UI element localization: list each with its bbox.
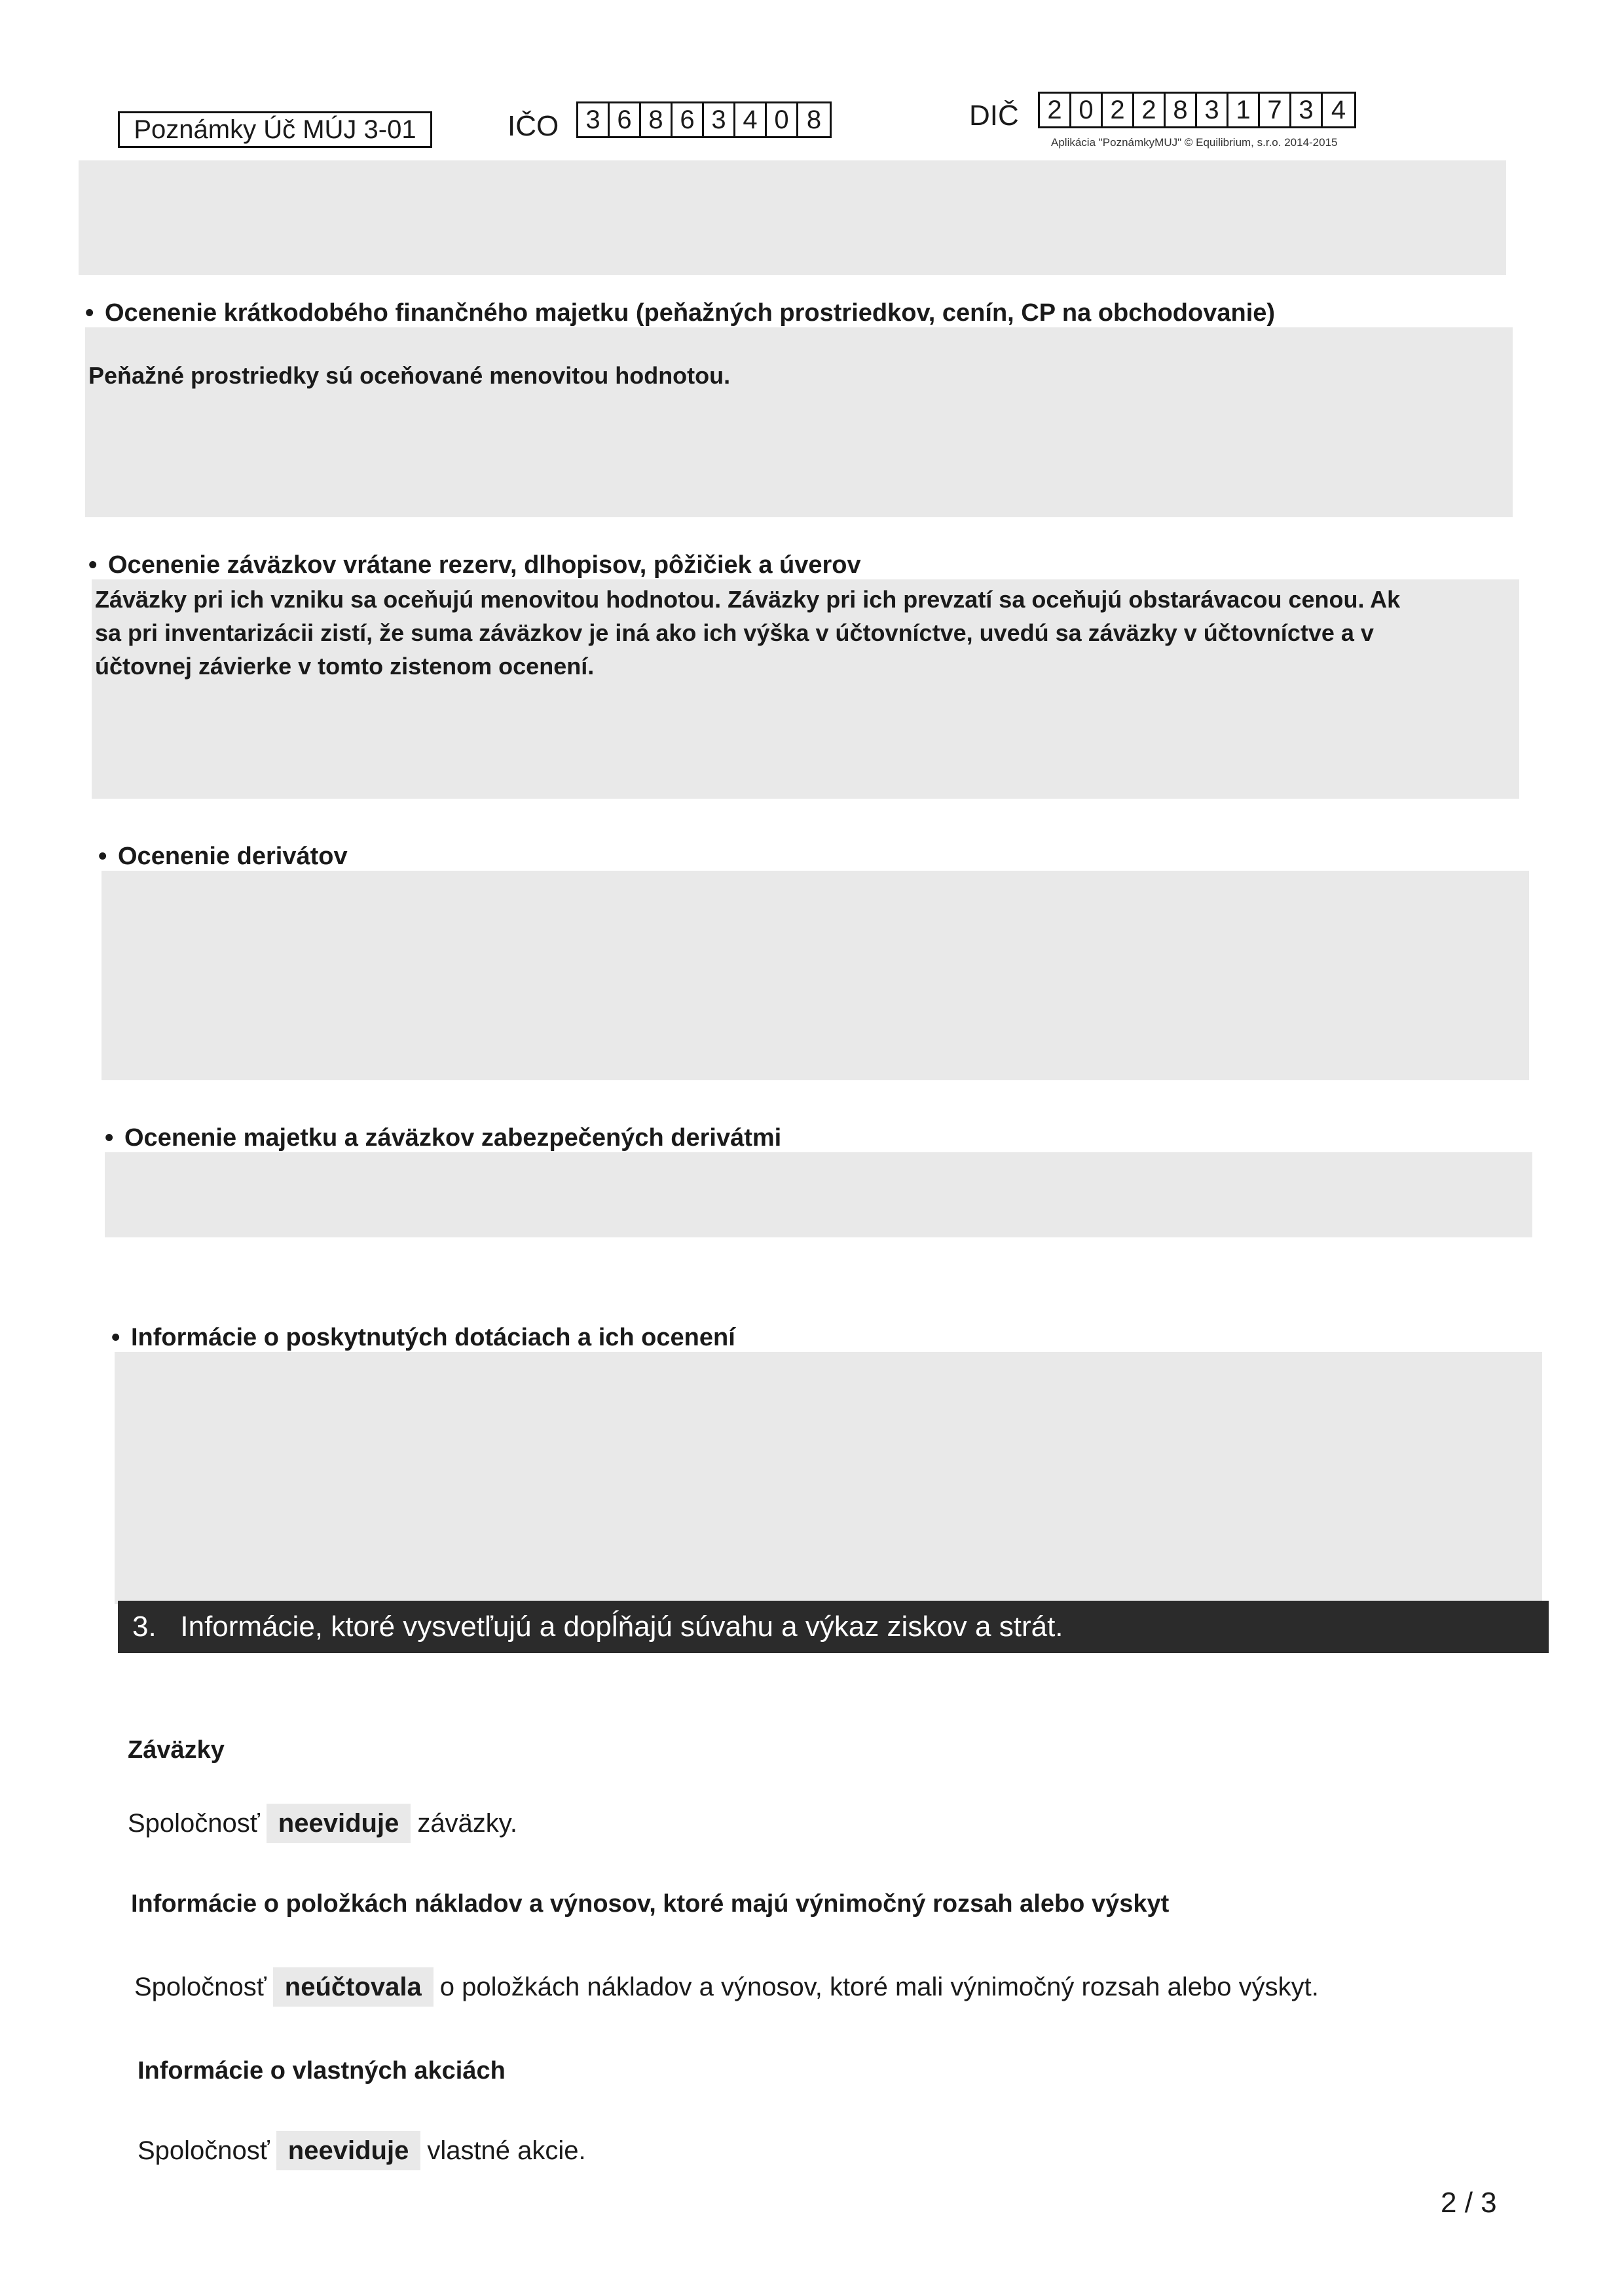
bullet-icon: •	[98, 843, 107, 870]
section-3-title: Informácie, ktoré vysvetľujú a dopĺňajú súvahu a výkaz ziskov a strát.	[180, 1611, 1063, 1643]
ico-digit: 8	[806, 105, 822, 134]
dic-label: DIČ	[969, 100, 1019, 132]
dic-digit: 0	[1071, 94, 1103, 126]
own-shares-suffix: vlastné akcie.	[427, 2136, 586, 2165]
subsidies-heading	[111, 1322, 735, 1353]
ico-digit: 6	[610, 103, 641, 136]
dic-digit-boxes	[1038, 92, 1356, 128]
liabilities-sentence	[128, 1804, 517, 1843]
own-shares-prefix: Spoločnosť	[138, 2136, 270, 2165]
exceptional-items-prefix: Spoločnosť	[134, 1973, 267, 2001]
exceptional-items-value: neúčtovala	[273, 1967, 434, 2007]
page-number: 2 / 3	[1441, 2187, 1497, 2219]
short-term-assets-heading	[85, 298, 1275, 328]
short-term-assets-field	[85, 327, 1513, 517]
section-3-number: 3.	[132, 1611, 157, 1643]
liabilities-valuation-content: Záväzky pri ich vzniku sa oceňujú menovitou hodnotou. Záväzky pri ich prevzatí sa oceňujú obstarávacou cenou. Ak sa pri inventarizácii zistí, že suma záväzkov je iná ako ich výška v účtovníctve, uvedú sa záväzky v účtovníctve a v účtovnej závierke v tomto zistenom ocenení.	[95, 586, 1401, 680]
ico-digit: 8	[641, 103, 673, 136]
bullet-icon: •	[105, 1124, 114, 1152]
dic-digit: 2	[1040, 94, 1071, 126]
hedged-assets-heading	[105, 1123, 781, 1153]
dic-digit: 7	[1260, 94, 1291, 126]
exceptional-items-suffix: o položkách nákladov a výnosov, ktoré mali výnimočný rozsah alebo výskyt.	[439, 1973, 1319, 2001]
dic-digit: 2	[1134, 94, 1166, 126]
dic-digit: 2	[1103, 94, 1134, 126]
bullet-icon: •	[111, 1324, 120, 1351]
note-field-empty	[79, 160, 1506, 275]
own-shares-subheading: Informácie o vlastných akciách	[138, 2057, 506, 2085]
bullet-icon: •	[85, 299, 94, 327]
bullet-icon: •	[88, 551, 98, 579]
own-shares-value: neeviduje	[276, 2131, 421, 2170]
own-shares-sentence	[138, 2131, 586, 2170]
ico-digit: 3	[704, 103, 735, 136]
short-term-assets-content: Peňažné prostriedky sú oceňované menovitou hodnotou.	[88, 362, 731, 389]
derivatives-heading	[98, 841, 348, 871]
liabilities-suffix: záväzky.	[417, 1809, 517, 1838]
subsidies-field	[115, 1352, 1542, 1604]
subsidies-heading-text: Informácie o poskytnutých dotáciach a ich ocenení	[131, 1324, 735, 1351]
ico-label: IČO	[507, 110, 559, 142]
section-3-bar	[118, 1601, 1549, 1653]
app-credit: Aplikácia "PoznámkyMUJ" © Equilibrium, s.r.o. 2014-2015	[1051, 136, 1338, 149]
liabilities-subheading: Záväzky	[128, 1736, 225, 1764]
liabilities-valuation-heading-text: Ocenenie záväzkov vrátane rezerv, dlhopisov, pôžičiek a úverov	[108, 551, 861, 579]
form-id-box: Poznámky Úč MÚJ 3-01	[118, 111, 432, 148]
dic-digit: 3	[1197, 94, 1228, 126]
ico-digit: 3	[578, 103, 610, 136]
dic-digit: 8	[1166, 94, 1197, 126]
ico-digit: 0	[767, 103, 798, 136]
hedged-assets-field	[105, 1152, 1532, 1237]
hedged-assets-heading-text: Ocenenie majetku a záväzkov zabezpečených derivátmi	[124, 1124, 782, 1152]
derivatives-heading-text: Ocenenie derivátov	[118, 843, 348, 870]
ico-digit: 4	[735, 103, 767, 136]
dic-digit: 3	[1291, 94, 1323, 126]
dic-digit: 1	[1228, 94, 1260, 126]
ico-digit: 6	[673, 103, 704, 136]
liabilities-value: neeviduje	[267, 1804, 411, 1843]
exceptional-items-sentence	[134, 1967, 1319, 2007]
ico-digit-boxes	[576, 101, 832, 138]
short-term-assets-heading-text: Ocenenie krátkodobého finančného majetku (peňažných prostriedkov, cenín, CP na obchodovanie)	[105, 299, 1276, 327]
liabilities-prefix: Spoločnosť	[128, 1809, 260, 1838]
liabilities-valuation-heading	[88, 550, 861, 580]
exceptional-items-subheading: Informácie o položkách nákladov a výnosov, ktoré majú výnimočný rozsah alebo výskyt	[131, 1890, 1170, 1918]
dic-digit: 4	[1331, 96, 1346, 124]
derivatives-field	[101, 871, 1529, 1080]
